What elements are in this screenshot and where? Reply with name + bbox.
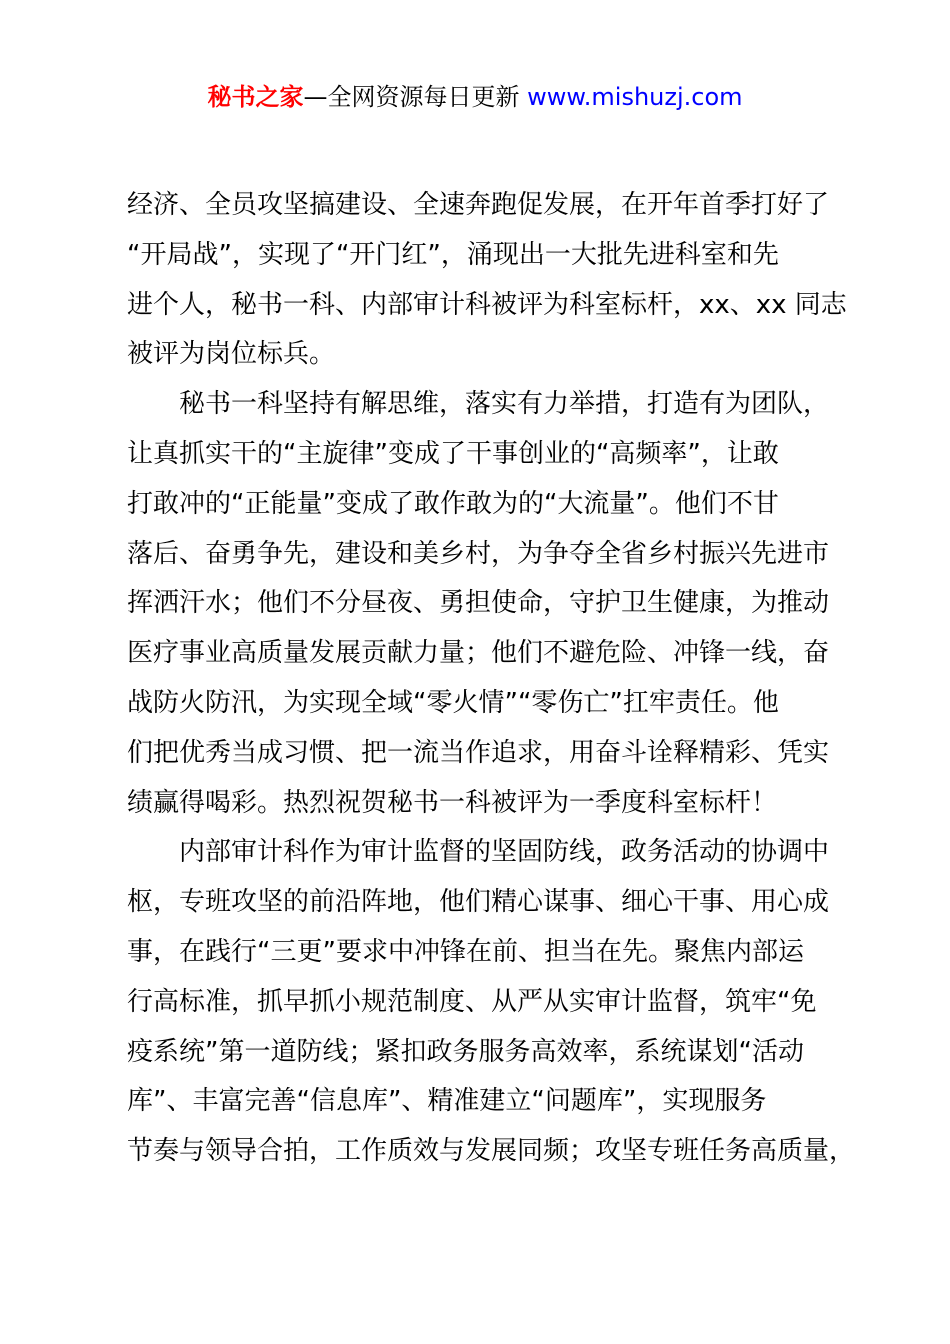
text-line: 挥洒汗水；他们不分昼夜、勇担使命，守护卫生健康，为推动 [127, 588, 830, 619]
header-tagline: —全网资源每日更新 [303, 83, 528, 111]
paragraph-start-line: 秘书一科坚持有解思维，落实有力举措，打造有为团队， [179, 389, 830, 420]
text-line: 库”、丰富完善“信息库”、精准建立“问题库”，实现服务 [127, 1086, 767, 1117]
text-line: 进个人，秘书一科、内部审计科被评为科室标杆，xx、xx 同志 [127, 289, 847, 320]
text-line: 落后、奋勇争先，建设和美乡村，为争夺全省乡村振兴先进市 [127, 538, 830, 569]
text-line: 被评为岗位标兵。 [127, 339, 336, 370]
text-line: 医疗事业高质量发展贡献力量；他们不避危险、冲锋一线，奋 [127, 638, 830, 669]
text-line: 绩赢得喝彩。热烈祝贺秘书一科被评为一季度科室标杆！ [127, 787, 778, 818]
text-line: 战防火防汛，为实现全域“零火情”“零伤亡”扛牢责任。他 [127, 687, 779, 718]
site-url-link[interactable]: www.mishuzj.com [527, 83, 743, 111]
brand-name: 秘书之家 [207, 83, 304, 111]
site-header [0, 80, 950, 114]
paragraph-start-line: 内部审计科作为审计监督的坚固防线，政务活动的协调中 [179, 837, 830, 868]
text-line: 疫系统”第一道防线；紧扣政务服务高效率，系统谋划“活动 [127, 1036, 804, 1067]
text-line: 让真抓实干的“主旋律”变成了干事创业的“高频率”，让敢 [127, 438, 779, 469]
text-line: 事，在践行“三更”要求中冲锋在前、担当在先。聚焦内部运 [127, 936, 804, 967]
text-line: 节奏与领导合拍，工作质效与发展同频；攻坚专班任务高质量， [127, 1136, 856, 1167]
text-line: 打敢冲的“正能量”变成了敢作敢为的“大流量”。他们不甘 [127, 488, 779, 519]
text-line: 经济、全员攻坚搞建设、全速奔跑促发展，在开年首季打好了 [127, 190, 830, 220]
text-line: 行高标准，抓早抓小规范制度、从严从实审计监督，筑牢“免 [127, 986, 817, 1017]
text-line: 枢，专班攻坚的前沿阵地，他们精心谋事、细心干事、用心成 [127, 887, 830, 918]
text-line: 们把优秀当成习惯、把一流当作追求，用奋斗诠释精彩、凭实 [127, 737, 830, 768]
text-line: “开局战”，实现了“开门红”，涌现出一大批先进科室和先 [127, 239, 779, 270]
document-body [127, 181, 856, 1177]
